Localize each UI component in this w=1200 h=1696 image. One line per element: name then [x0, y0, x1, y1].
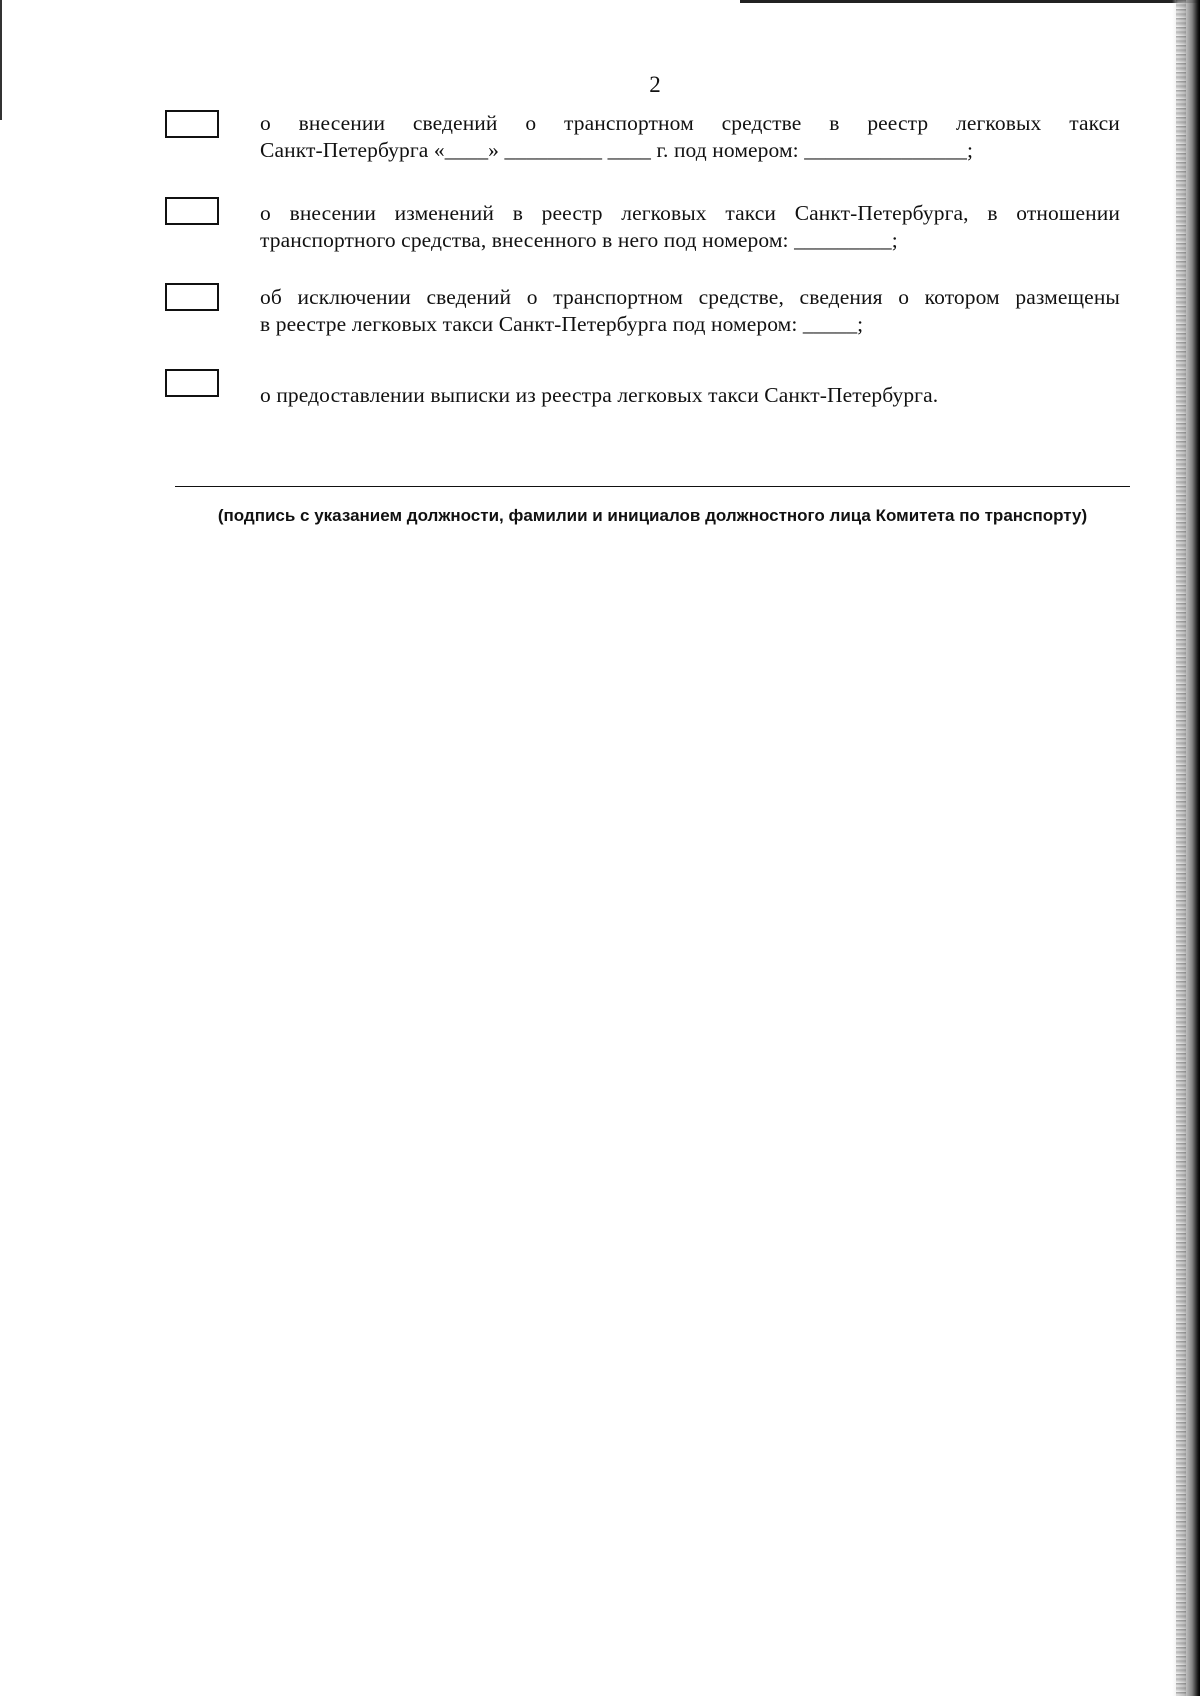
scan-edge-top [740, 0, 1200, 3]
option-text [260, 200, 1120, 254]
option-checkbox[interactable] [165, 110, 219, 138]
page-number: 2 [649, 72, 661, 97]
signature-caption: (подпись с указанием должности, фамилии и инициалов должностного лица Комитета по транспорту) [217, 506, 1088, 525]
option-text [260, 382, 1120, 409]
signature-line [175, 486, 1130, 487]
option-line: Санкт-Петербурга «____» _________ ____ г. под номером: _______________; [260, 138, 974, 162]
option-line: об исключении сведений о транспортном средстве, сведения о котором размещены [260, 285, 1120, 309]
option-line: о внесении изменений в реестр легковых такси Санкт-Петербурга, в отношении [260, 201, 1120, 225]
option-text [260, 110, 1120, 164]
option-line: о внесении сведений о транспортном средстве в реестр легковых такси [260, 111, 1120, 135]
scan-edge-noise [1176, 0, 1186, 1696]
option-line: транспортного средства, внесенного в него под номером: _________; [260, 228, 898, 252]
option-checkbox[interactable] [165, 369, 219, 397]
scan-edge-left [0, 0, 2, 120]
option-line: о предоставлении выписки из реестра легковых такси Санкт-Петербурга. [260, 383, 939, 407]
option-text [260, 284, 1120, 338]
option-checkbox[interactable] [165, 197, 219, 225]
option-line: в реестре легковых такси Санкт-Петербурга под номером: _____; [260, 312, 864, 336]
option-checkbox[interactable] [165, 283, 219, 311]
